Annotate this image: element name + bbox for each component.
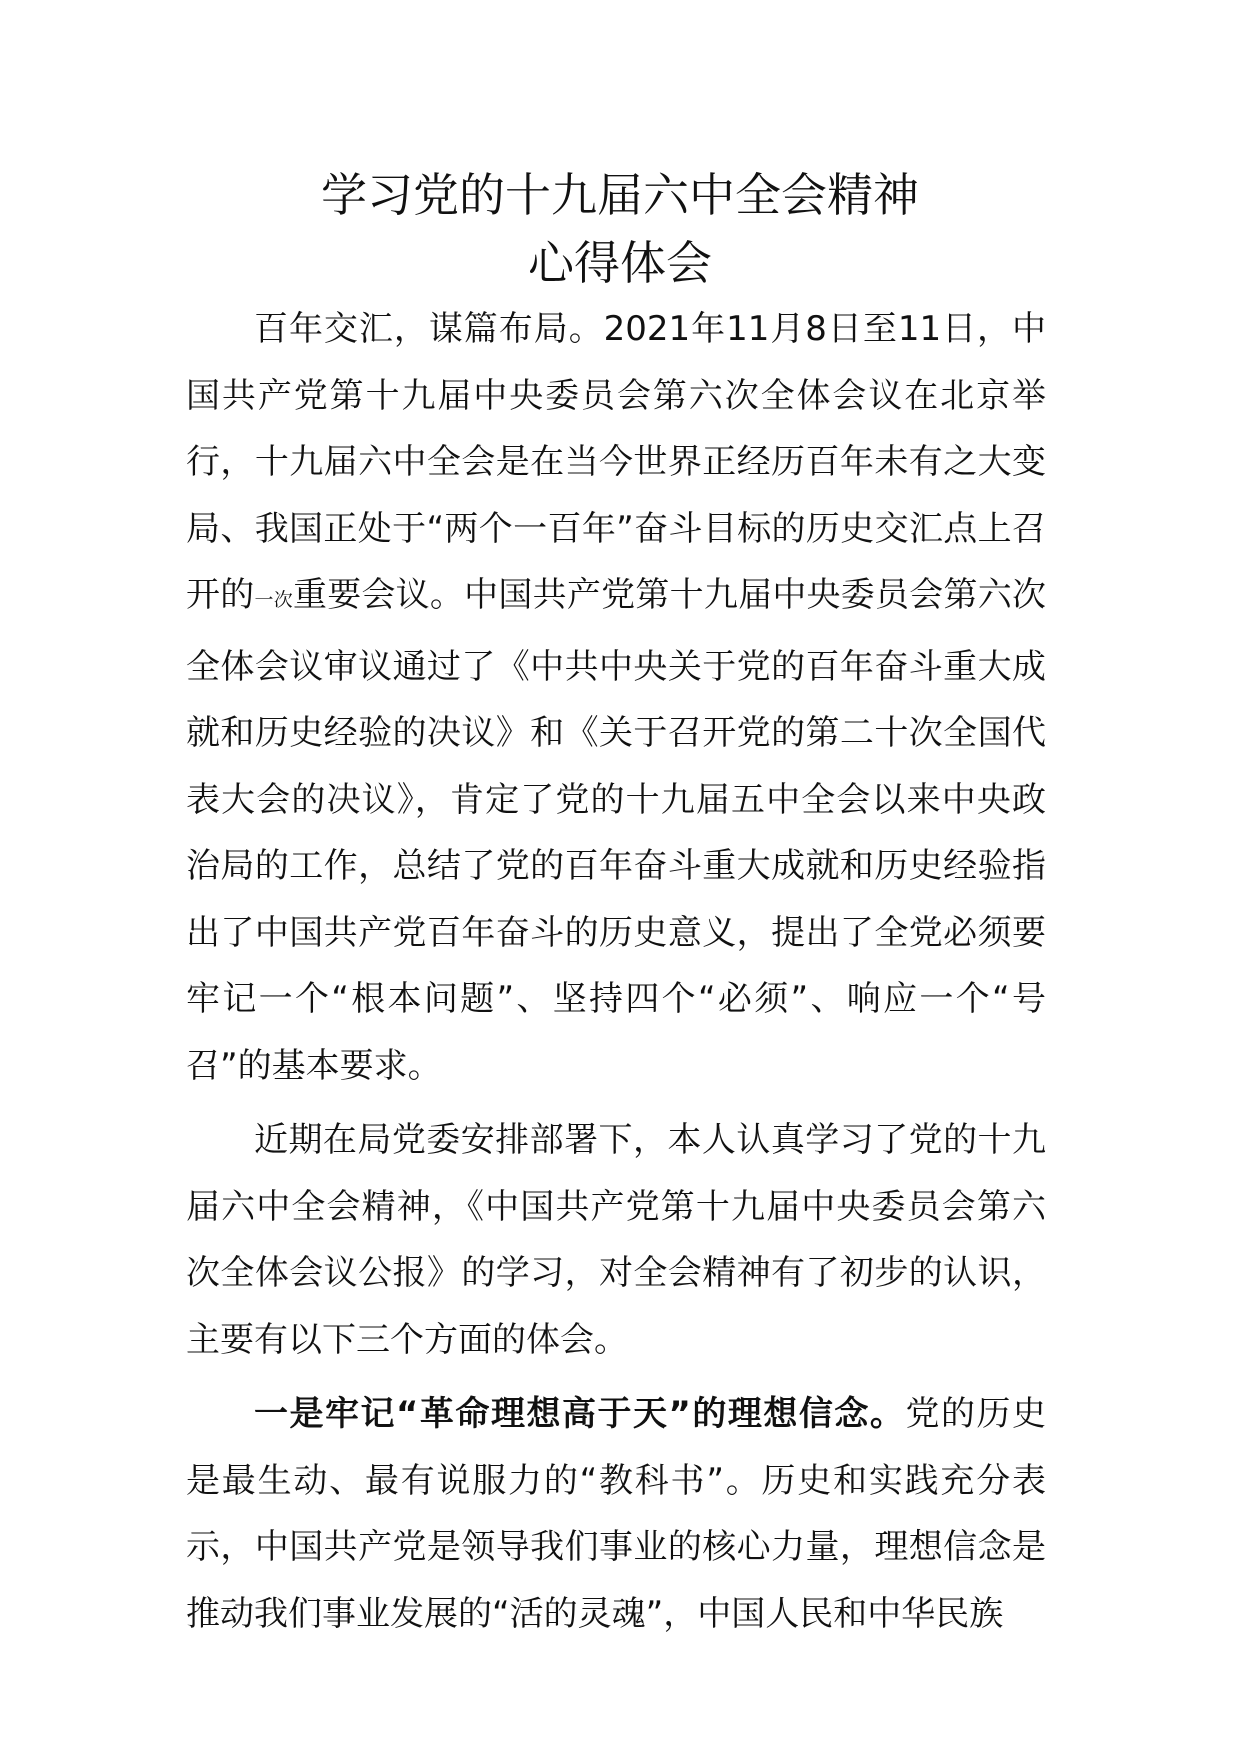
paragraph-3 <box>186 1381 1046 1647</box>
paragraph-1-small-text: 一次 <box>254 589 293 611</box>
document-subtitle: 心得体会 <box>528 236 712 290</box>
paragraph-1 <box>186 296 1046 1099</box>
paragraph-1-text-b: 重要会议。中国共产党第十九届中央委员会第六次全体会议审议通过了《中共中央关于党的百年奋斗重大成就和历史经验的决议》和《关于召开党的第二十次全国代表大会的决议》，肯定了党的十九届五中全会以来中央政治局的工作，总结了党的百年奋斗重大成就和历史经验指出了中国共产党百年奋斗的历史意义，提出了全党必须要牢记一个“根本问题”、坚持四个“必须”、响应一个“号召”的基本要求。 <box>186 575 1046 1086</box>
paragraph-2: 近期在局党委安排部署下，本人认真学习了党的十九届六中全会精神，《中国共产党第十九届中央委员会第六次全体会议公报》的学习，对全会精神有了初步的认识，主要有以下三个方面的体会。 <box>186 1120 1046 1360</box>
document-body <box>186 296 1046 1647</box>
document-title: 学习党的十九届六中全会精神 <box>321 168 919 222</box>
paragraph-3-heading: 一是牢记“革命理想高于天”的理想信念。 <box>254 1394 906 1434</box>
paragraph-1-text-a: 百年交汇，谋篇布局。2021年11月8日至11日，中国共产党第十九届中央委员会第六次全体会议在北京举行，十九届六中全会是在当今世界正经历百年未有之大变局、我国正处于“两个一百年”奋斗目标的历史交汇点上召开的 <box>186 309 1046 615</box>
paragraph-3-text: 党的历史是最生动、最有说服力的“教科书”。历史和实践充分表示，中国共产党是领导我们事业的核心力量，理想信念是推动我们事业发展的“活的灵魂”，中国人民和中华民族 <box>186 1394 1046 1634</box>
